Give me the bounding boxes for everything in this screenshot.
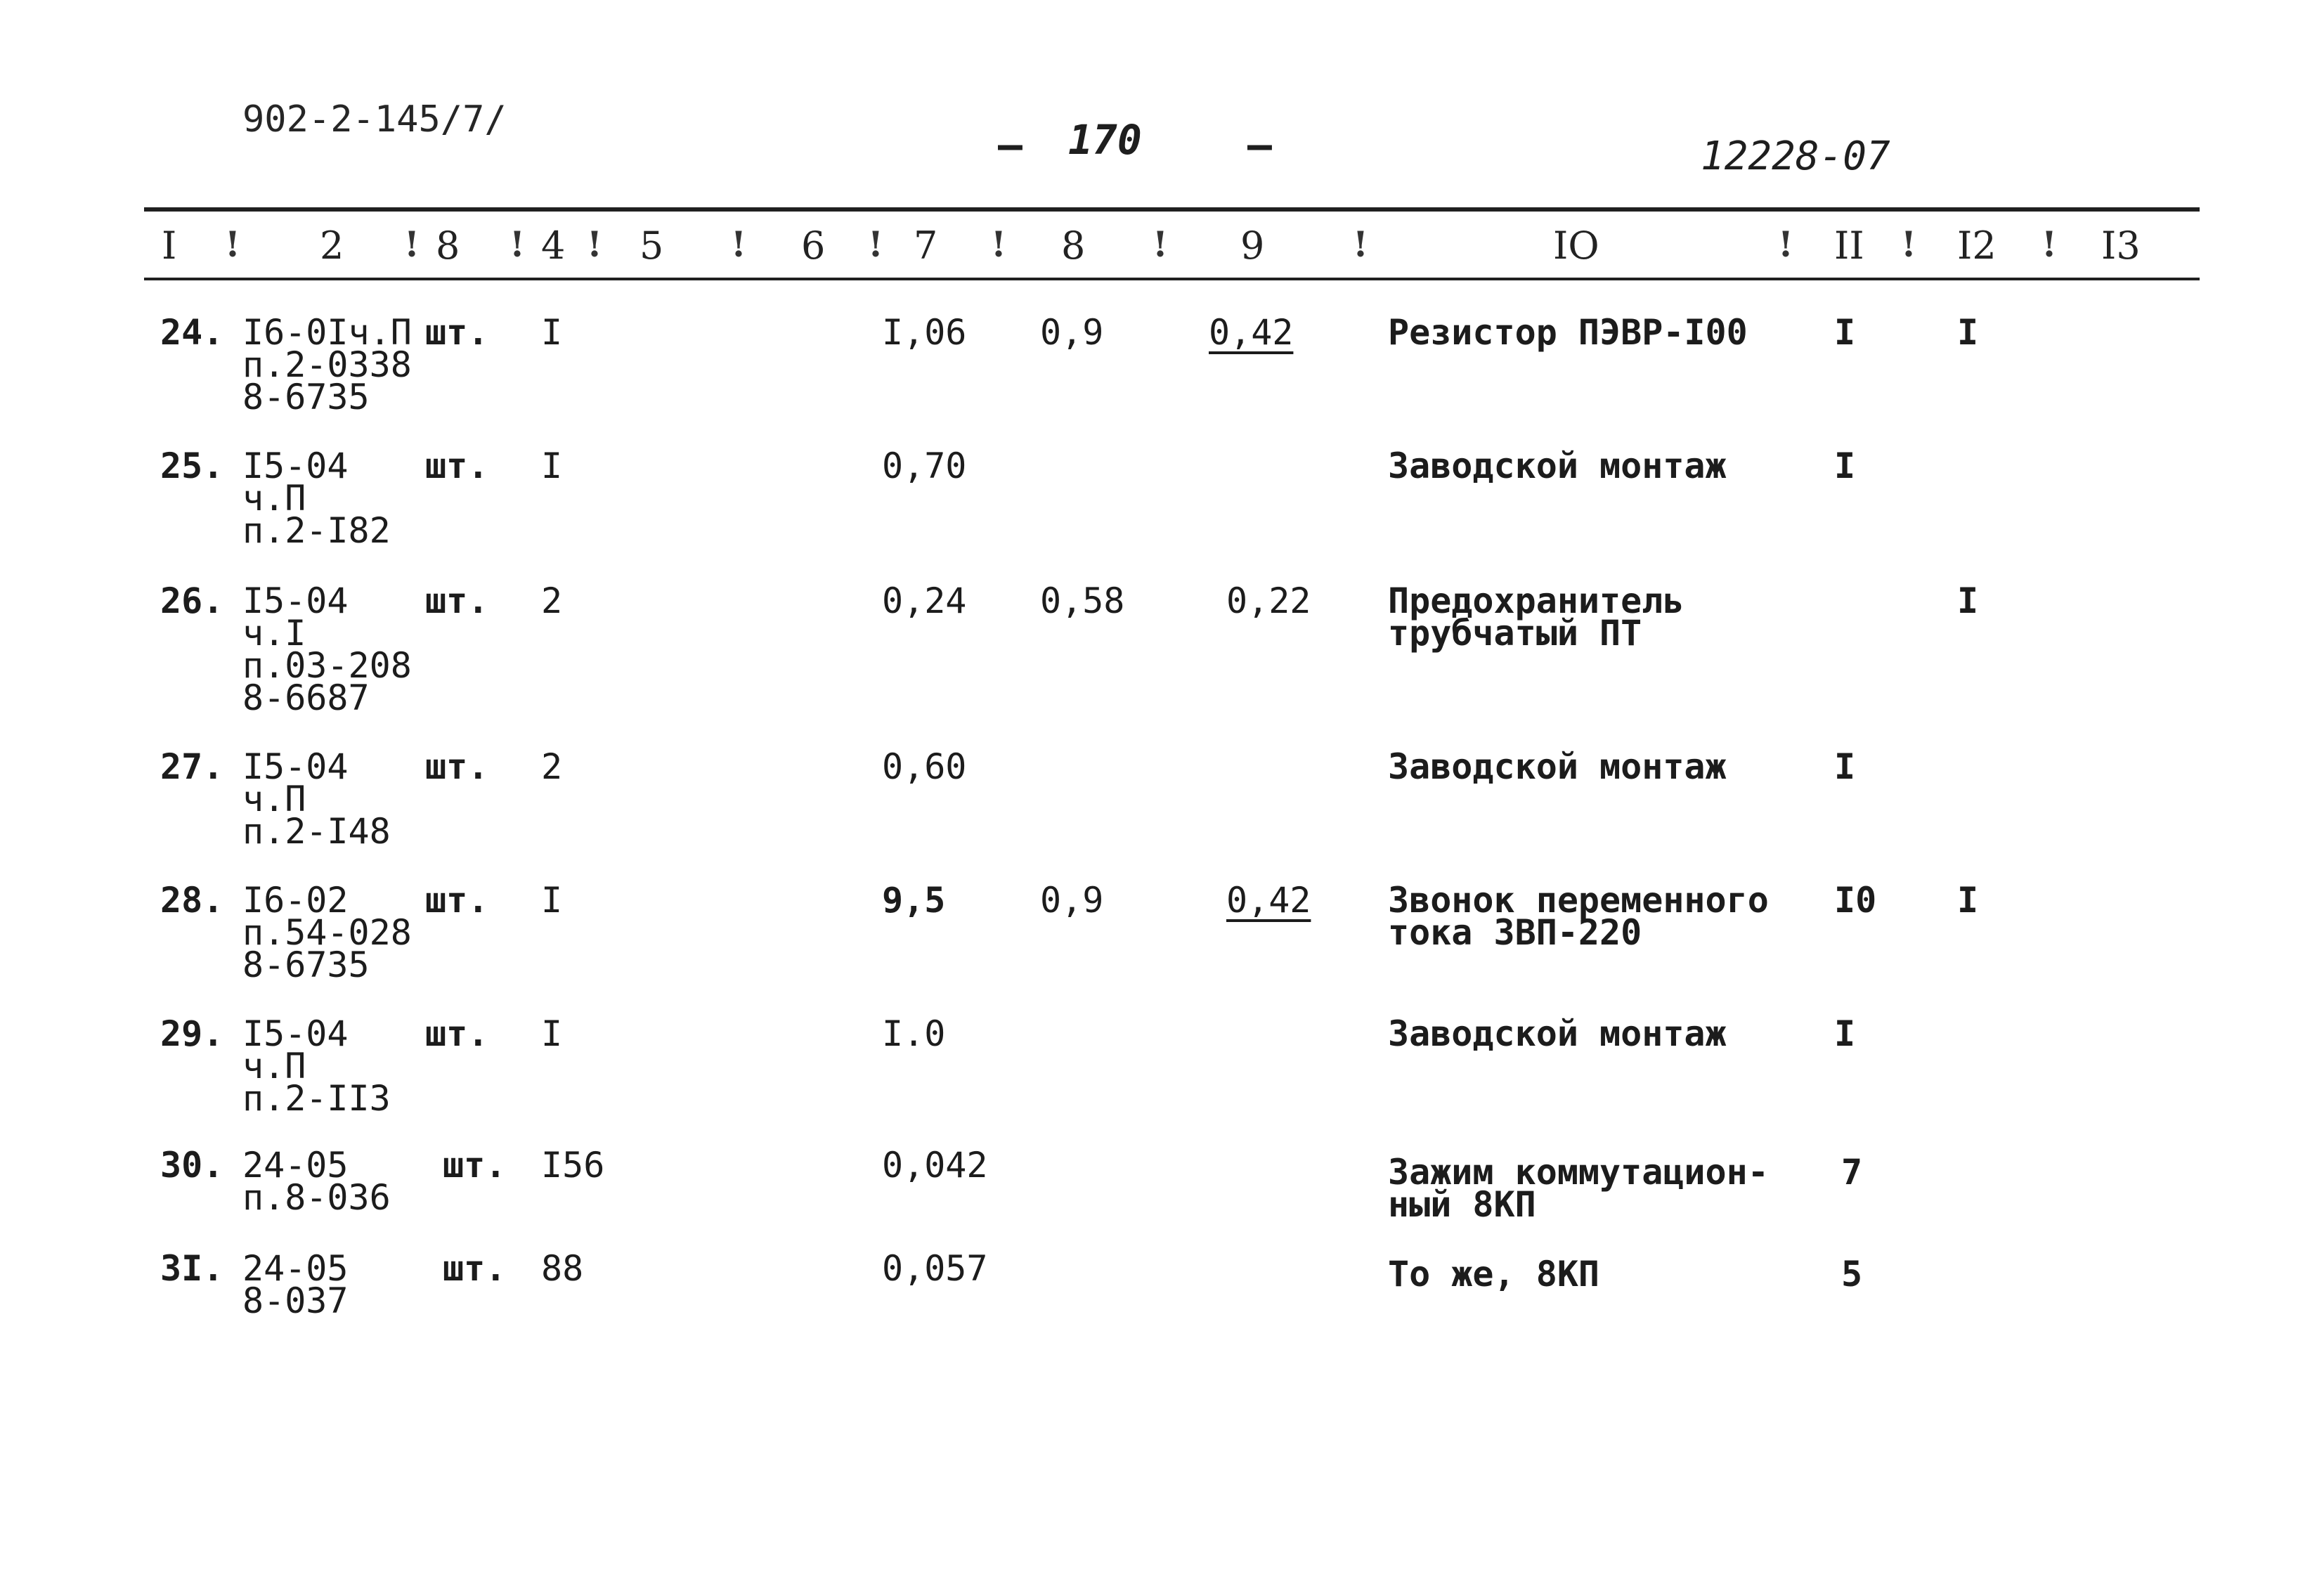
column-header: 5 xyxy=(640,223,664,268)
ref-line: ч.П xyxy=(242,779,306,819)
page-number: 170 xyxy=(1068,116,1142,164)
header-rule-top xyxy=(144,207,2200,212)
column-separator: ! xyxy=(1778,223,1793,265)
column-separator: ! xyxy=(225,223,240,265)
row-number: 24. xyxy=(160,312,224,353)
ref-line: ч.П xyxy=(242,478,306,519)
unit: шт. xyxy=(425,580,489,621)
ref-line: I6-0Iч.П xyxy=(242,312,412,353)
quantity: I xyxy=(541,446,563,486)
quantity: 88 xyxy=(541,1248,584,1289)
unit: шт. xyxy=(425,880,489,921)
ref-line: 8-6687 xyxy=(242,677,370,718)
unit: шт. xyxy=(425,1013,489,1054)
col7-value: 0,24 xyxy=(882,580,967,621)
ref-line: п.54-028 xyxy=(242,912,412,953)
page-number-dash-left: – xyxy=(998,121,1023,169)
ref-line: 24-05 xyxy=(242,1248,349,1289)
description-line: трубчатый ПТ xyxy=(1388,613,1642,654)
column-header: 8 xyxy=(1061,223,1086,268)
col7-value: 0,042 xyxy=(882,1145,988,1186)
col11-value: 7 xyxy=(1841,1152,1863,1193)
unit: шт. xyxy=(443,1248,507,1289)
col12-value: I xyxy=(1957,580,1979,621)
ref-line: ч.П xyxy=(242,1046,306,1086)
col12-value: I xyxy=(1957,880,1979,921)
col11-value: 5 xyxy=(1841,1254,1863,1294)
document-code: 902-2-145/7/ xyxy=(242,98,507,141)
col11-value: I xyxy=(1834,446,1856,486)
ref-line: 8-037 xyxy=(242,1280,349,1321)
col7-value: 0,057 xyxy=(882,1248,988,1289)
quantity: 2 xyxy=(541,580,563,621)
column-separator: ! xyxy=(991,223,1006,265)
column-separator: ! xyxy=(1153,223,1168,265)
description-line: То же, 8КП xyxy=(1388,1254,1600,1294)
col7-value: 0,60 xyxy=(882,746,967,787)
description-line: Заводской монтаж xyxy=(1388,446,1727,486)
column-separator: ! xyxy=(731,223,746,265)
col9-value: 0,42 xyxy=(1226,880,1311,921)
ref-line: п.2-0338 xyxy=(242,344,412,385)
row-number: 3I. xyxy=(160,1248,224,1289)
ref-line: 8-6735 xyxy=(242,945,370,985)
column-header: 6 xyxy=(801,223,826,268)
unit: шт. xyxy=(443,1145,507,1186)
col11-value: I xyxy=(1834,1013,1856,1054)
quantity: I xyxy=(541,880,563,921)
ref-line: I5-04 xyxy=(242,1013,349,1054)
col11-value: I0 xyxy=(1834,880,1877,921)
ref-line: п.2-I48 xyxy=(242,811,391,852)
ref-line: I6-02 xyxy=(242,880,349,921)
sheet-code: 12228-07 xyxy=(1701,134,1890,179)
column-header: IO xyxy=(1553,223,1599,268)
description-line: Заводской монтаж xyxy=(1388,1013,1727,1054)
row-number: 28. xyxy=(160,880,224,921)
column-header: II xyxy=(1834,223,1864,268)
ref-line: I5-04 xyxy=(242,580,349,621)
description-line: ный 8КП xyxy=(1388,1184,1536,1225)
column-header: I3 xyxy=(2101,223,2141,268)
col7-value: 9,5 xyxy=(882,880,946,921)
col7-value: I.0 xyxy=(882,1013,946,1054)
column-header: 7 xyxy=(914,223,938,268)
col8-value: 0,9 xyxy=(1040,880,1104,921)
column-separator: ! xyxy=(1353,223,1368,265)
quantity: I56 xyxy=(541,1145,605,1186)
description-line: Резистор ПЭВР-I00 xyxy=(1388,312,1748,353)
column-header: 9 xyxy=(1240,223,1265,268)
column-separator: ! xyxy=(587,223,602,265)
ref-line: п.2-I82 xyxy=(242,510,391,551)
column-header: 4 xyxy=(541,223,566,268)
ref-line: п.2-II3 xyxy=(242,1078,391,1119)
description-line: Звонок переменного xyxy=(1388,880,1769,921)
col7-value: I,06 xyxy=(882,312,967,353)
col12-value: I xyxy=(1957,312,1979,353)
description-line: Заводской монтаж xyxy=(1388,746,1727,787)
column-separator: ! xyxy=(509,223,525,265)
ref-line: п.8-036 xyxy=(242,1177,391,1218)
unit: шт. xyxy=(425,312,489,353)
quantity: 2 xyxy=(541,746,563,787)
description-line: Предохранитель xyxy=(1388,580,1684,621)
row-number: 26. xyxy=(160,580,224,621)
col9-value: 0,42 xyxy=(1209,312,1294,353)
ref-line: I5-04 xyxy=(242,446,349,486)
unit: шт. xyxy=(425,446,489,486)
row-number: 29. xyxy=(160,1013,224,1054)
col11-value: I xyxy=(1834,312,1856,353)
page-number-dash-right: – xyxy=(1247,121,1272,169)
row-number: 27. xyxy=(160,746,224,787)
ref-line: I5-04 xyxy=(242,746,349,787)
header-rule-bottom xyxy=(144,278,2200,280)
column-header: 2 xyxy=(320,223,344,268)
column-separator: ! xyxy=(1901,223,1916,265)
col8-value: 0,58 xyxy=(1040,580,1125,621)
col8-value: 0,9 xyxy=(1040,312,1104,353)
ref-line: п.03-208 xyxy=(242,645,412,686)
description-line: тока ЗВП-220 xyxy=(1388,912,1642,953)
quantity: I xyxy=(541,1013,563,1054)
row-number: 30. xyxy=(160,1145,224,1186)
col9-value: 0,22 xyxy=(1226,580,1311,621)
description-line: Зажим коммутацион- xyxy=(1388,1152,1769,1193)
quantity: I xyxy=(541,312,563,353)
column-separator: ! xyxy=(404,223,420,265)
ref-line: ч.I xyxy=(242,613,306,654)
column-separator: ! xyxy=(2041,223,2057,265)
col11-value: I xyxy=(1834,746,1856,787)
column-separator: ! xyxy=(868,223,883,265)
column-header: I xyxy=(162,223,177,268)
ref-line: 8-6735 xyxy=(242,377,370,417)
col7-value: 0,70 xyxy=(882,446,967,486)
unit: шт. xyxy=(425,746,489,787)
column-header: 8 xyxy=(436,223,460,268)
row-number: 25. xyxy=(160,446,224,486)
ref-line: 24-05 xyxy=(242,1145,349,1186)
column-header: I2 xyxy=(1957,223,1997,268)
